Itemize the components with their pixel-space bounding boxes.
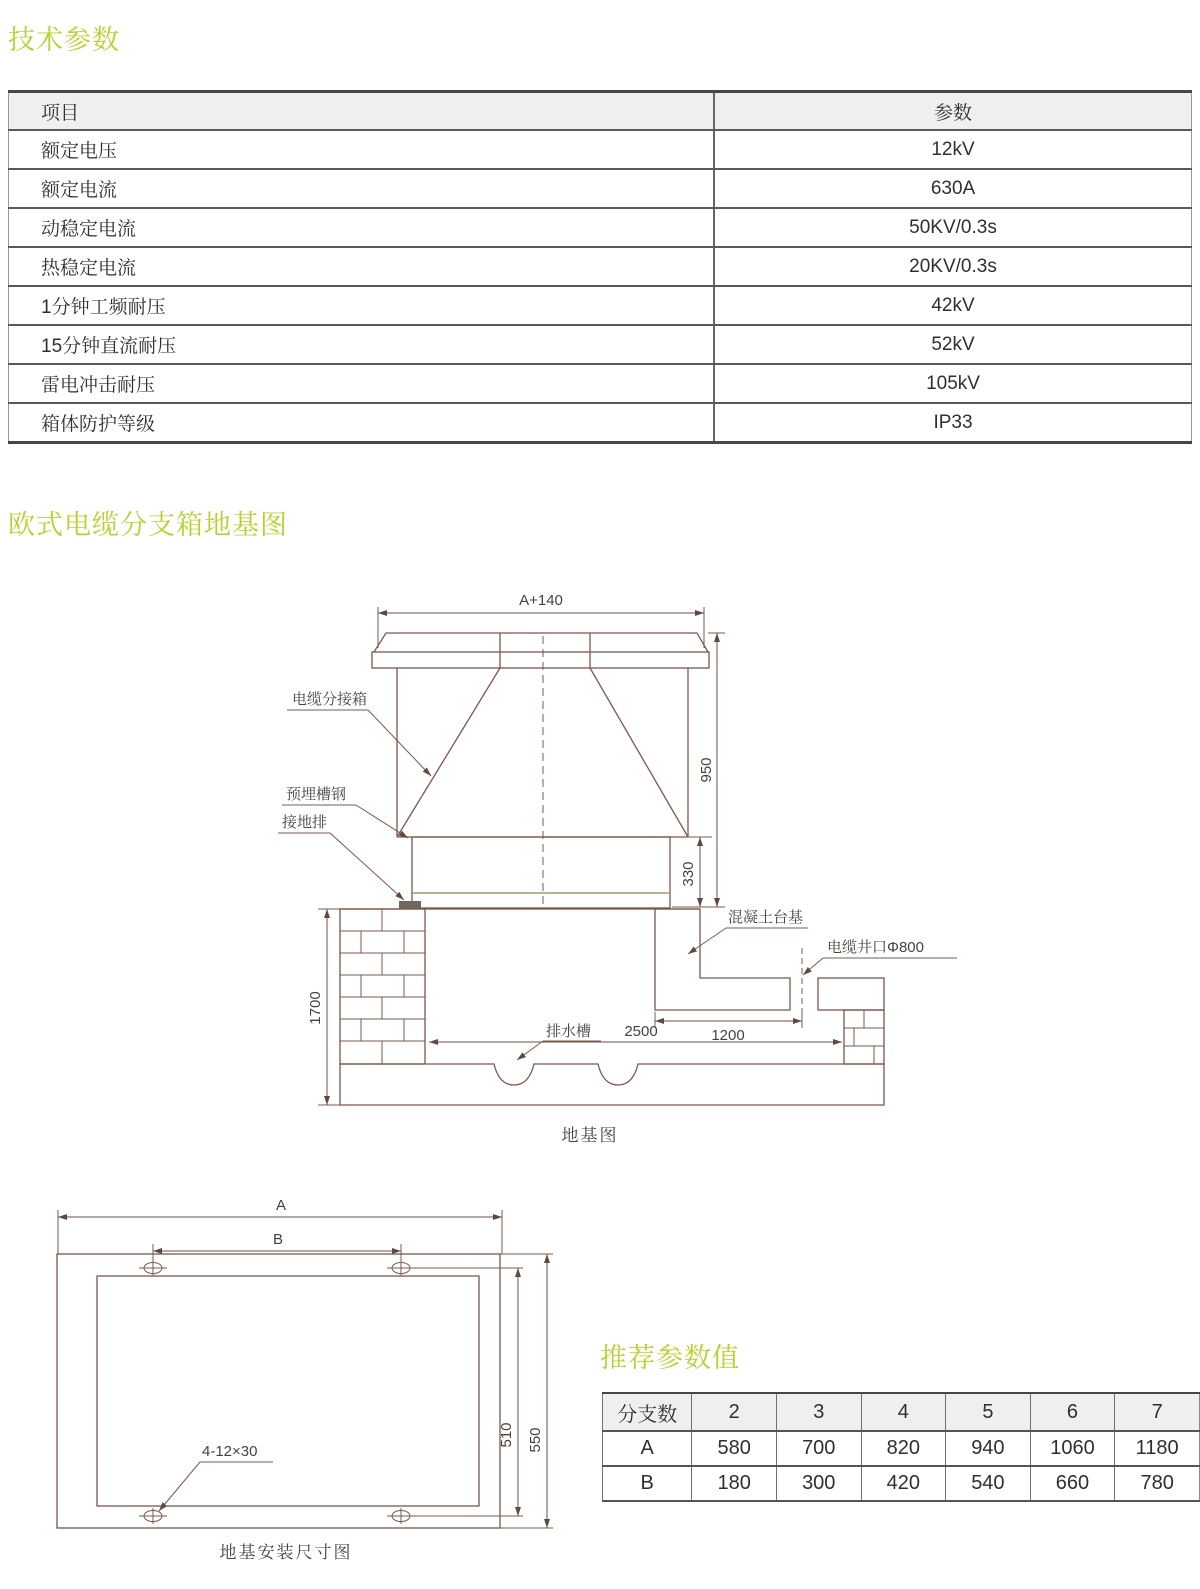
- tech-row-value: IP33: [714, 403, 1192, 443]
- tech-row-value: 42kV: [714, 286, 1192, 325]
- table-row: [9, 325, 1192, 364]
- recommend-cell: 820: [861, 1431, 946, 1466]
- tech-section-title: 技术参数: [8, 25, 120, 55]
- ground-slab: [340, 1064, 884, 1105]
- tech-header-item: 项目: [9, 92, 715, 131]
- tech-parameters-table: [8, 90, 1192, 444]
- bolt-slot: [139, 1260, 167, 1276]
- recommend-cell: 580: [692, 1431, 777, 1466]
- recommend-cell: 300: [776, 1466, 861, 1501]
- table-row: [9, 130, 1192, 169]
- tech-header-row: [9, 92, 1192, 131]
- recommend-section-title: 推荐参数值: [600, 1343, 740, 1373]
- table-row: [9, 364, 1192, 403]
- table-row: [603, 1466, 1200, 1501]
- dim-inner-height: 510: [498, 1422, 515, 1448]
- tech-row-value: 20KV/0.3s: [714, 247, 1192, 286]
- install-diagram: [30, 1180, 590, 1580]
- tech-header-param: 参数: [714, 92, 1192, 131]
- tech-row-label: 15分钟直流耐压: [9, 325, 715, 364]
- label-cable-well: 电缆井口Φ800: [827, 939, 924, 956]
- tech-row-value: 105kV: [714, 364, 1192, 403]
- recommend-header-col: 2: [692, 1393, 777, 1431]
- recommend-header-col: 6: [1030, 1393, 1115, 1431]
- recommend-cell: 540: [946, 1466, 1031, 1501]
- tech-row-value: 12kV: [714, 130, 1192, 169]
- dim-cabinet-height: 950: [698, 757, 715, 783]
- label-cabinet: 电缆分接箱: [292, 691, 368, 708]
- foundation-caption: 地基图: [561, 1126, 619, 1145]
- recommend-row-name: A: [603, 1431, 692, 1466]
- label-concrete-base: 混凝土台基: [728, 909, 804, 926]
- recommend-cell: 940: [946, 1431, 1031, 1466]
- dim-outer-height: 550: [527, 1427, 544, 1453]
- tech-row-label: 额定电流: [9, 169, 715, 208]
- recommend-cell: 660: [1030, 1466, 1115, 1501]
- tech-row-label: 雷电冲击耐压: [9, 364, 715, 403]
- tech-row-value: 52kV: [714, 325, 1192, 364]
- tech-row-label: 箱体防护等级: [9, 403, 715, 443]
- tech-row-label: 1分钟工频耐压: [9, 286, 715, 325]
- dim-trench-width: 2500: [624, 1023, 658, 1040]
- tech-row-label: 热稳定电流: [9, 247, 715, 286]
- label-ground-bar: 接地排: [282, 814, 328, 831]
- bolt-slot: [387, 1260, 523, 1276]
- foundation-section-title: 欧式电缆分支箱地基图: [8, 510, 288, 540]
- label-channel-steel: 预埋槽钢: [286, 786, 347, 803]
- bolt-slot: [139, 1508, 167, 1524]
- recommend-header-row: [603, 1393, 1200, 1431]
- label-drain: 排水槽: [546, 1023, 592, 1040]
- tech-row-label: 额定电压: [9, 130, 715, 169]
- tech-row-value: 50KV/0.3s: [714, 208, 1192, 247]
- dim-b: B: [272, 1231, 284, 1248]
- table-row: [9, 169, 1192, 208]
- dim-top-width: A+140: [519, 592, 563, 609]
- recommend-row-name: B: [603, 1466, 692, 1501]
- dim-foundation-depth: 1700: [307, 991, 324, 1025]
- recommend-header-col: 4: [861, 1393, 946, 1431]
- dim-a: A: [275, 1197, 287, 1214]
- recommend-header-col: 5: [946, 1393, 1031, 1431]
- recommend-cell: 700: [776, 1431, 861, 1466]
- table-row: [9, 247, 1192, 286]
- dim-plinth-height: 330: [680, 861, 697, 887]
- recommend-header-col: 7: [1115, 1393, 1200, 1431]
- install-caption: 地基安装尺寸图: [219, 1543, 353, 1562]
- table-row: [603, 1431, 1200, 1466]
- slot-size-label: 4-12×30: [202, 1443, 258, 1460]
- recommend-cell: 1180: [1115, 1431, 1200, 1466]
- recommend-cell: 420: [861, 1466, 946, 1501]
- tech-row-label: 动稳定电流: [9, 208, 715, 247]
- table-row: [9, 286, 1192, 325]
- recommend-cell: 780: [1115, 1466, 1200, 1501]
- recommend-table: [602, 1392, 1200, 1502]
- tech-row-value: 630A: [714, 169, 1192, 208]
- table-row: [9, 403, 1192, 443]
- recommend-header-branches: 分支数: [603, 1393, 692, 1431]
- foundation-diagram: [0, 580, 960, 1160]
- brick-patch: [844, 1010, 884, 1064]
- recommend-cell: 1060: [1030, 1431, 1115, 1466]
- table-row: [9, 208, 1192, 247]
- dim-pedestal-width: 1200: [711, 1027, 745, 1044]
- recommend-header-col: 3: [776, 1393, 861, 1431]
- channel-steel-bar: [399, 901, 421, 909]
- bolt-slot: [387, 1508, 523, 1524]
- brick-wall: [340, 909, 425, 1064]
- recommend-cell: 180: [692, 1466, 777, 1501]
